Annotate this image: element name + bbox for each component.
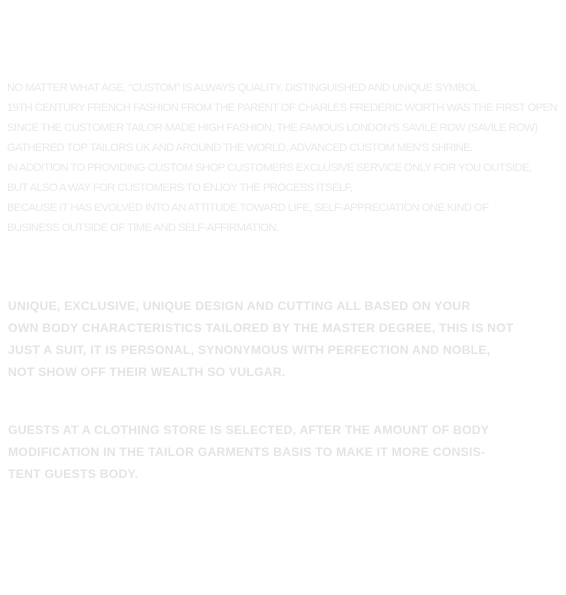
intro-line: BUSINESS OUTSIDE OF TIME AND SELF-AFFIRMATION. (7, 222, 279, 234)
uniqueness-line: JUST A SUIT, IT IS PERSONAL, SYNONYMOUS WITH PERFECTION AND NOBLE, (8, 343, 491, 357)
guests-line: TENT GUESTS BODY. (8, 467, 139, 481)
guests-line: MODIFICATION IN THE TAILOR GARMENTS BASIS TO MAKE IT MORE CONSIS- (8, 445, 486, 459)
guests-paragraph (8, 419, 508, 485)
guests-line: GUESTS AT A CLOTHING STORE IS SELECTED, AFTER THE AMOUNT OF BODY (8, 423, 490, 437)
intro-line: SINCE THE CUSTOMER TAILOR-MADE HIGH FASHION, THE FAMOUS LONDON'S SAVILE ROW (SAVILE ROW) (7, 122, 538, 134)
intro-line: GATHERED TOP TAILORS UK AND AROUND THE WORLD, ADVANCED CUSTOM MEN'S SHRINE. (7, 142, 473, 154)
intro-paragraph (7, 78, 563, 238)
intro-line: 19TH CENTURY FRENCH FASHION FROM THE PARENT OF CHARLES FREDERIC WORTH WAS THE FIRST OPEN (7, 102, 557, 114)
intro-line: NO MATTER WHAT AGE, “CUSTOM” IS ALWAYS QUALITY, DISTINGUISHED AND UNIQUE SYMBOL. (7, 82, 481, 94)
intro-line: BUT ALSO A WAY FOR CUSTOMERS TO ENJOY THE PROCESS ITSELF, (7, 182, 353, 194)
uniqueness-line: NOT SHOW OFF THEIR WEALTH SO VULGAR. (8, 365, 286, 379)
intro-line: BECAUSE IT HAS EVOLVED INTO AN ATTITUDE TOWARD LIFE, SELF-APPRECIATION ONE KIND OF (7, 202, 489, 214)
intro-line: IN ADDITION TO PROVIDING CUSTOM SHOP CUSTOMERS EXCLUSIVE SERVICE ONLY FOR YOU OUTSIDE, (7, 162, 532, 174)
uniqueness-line: OWN BODY CHARACTERISTICS TAILORED BY THE MASTER DEGREE, THIS IS NOT (8, 321, 514, 335)
uniqueness-paragraph (8, 295, 514, 383)
uniqueness-line: UNIQUE, EXCLUSIVE, UNIQUE DESIGN AND CUTTING ALL BASED ON YOUR (8, 299, 471, 313)
